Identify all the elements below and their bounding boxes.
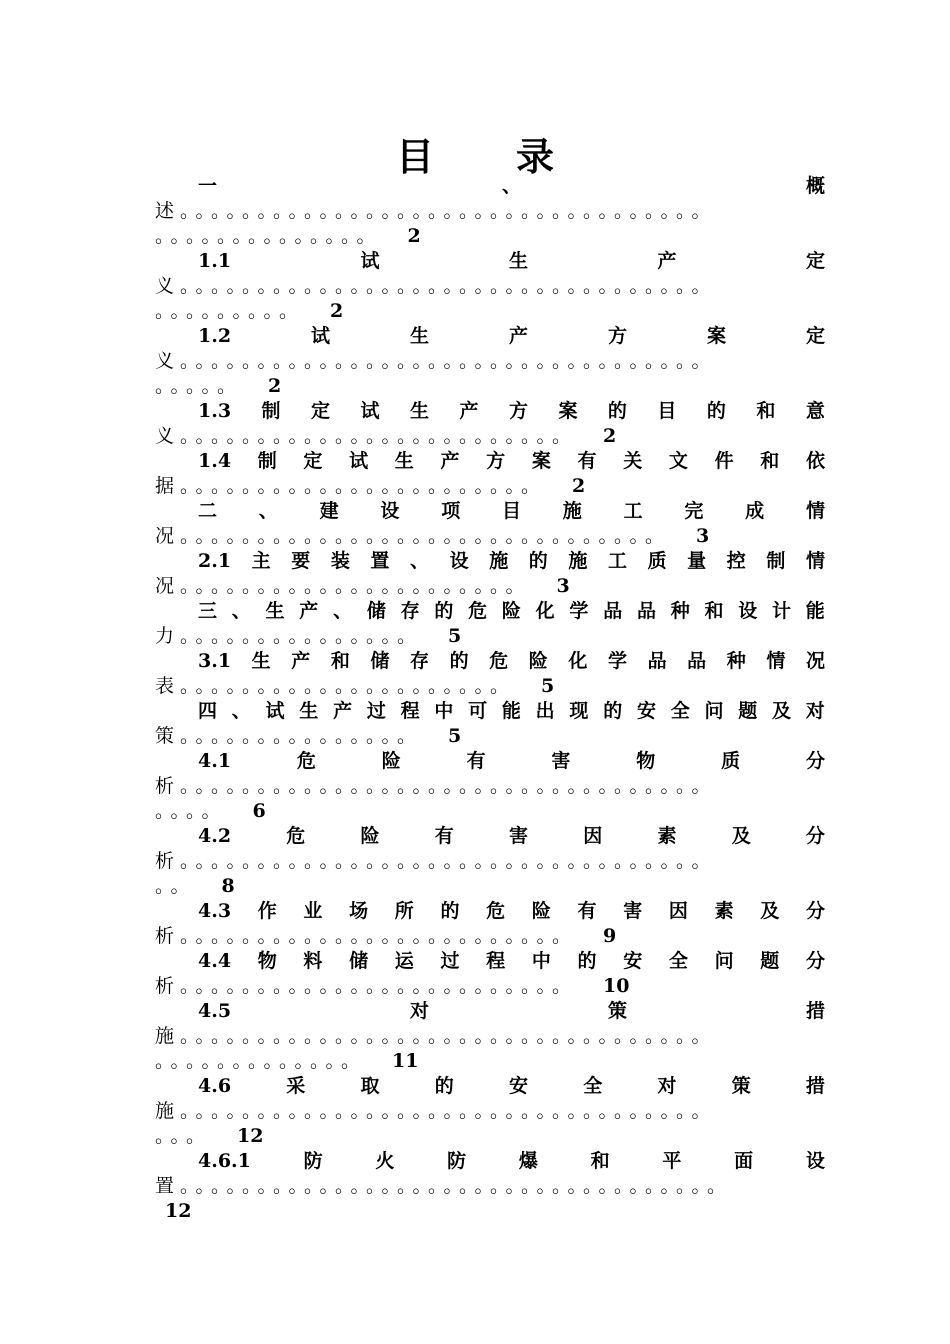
dot-leader: 。。 <box>155 875 196 897</box>
toc-entry-char: 的 <box>449 650 469 672</box>
toc-entry-leader <box>155 1174 825 1199</box>
toc-entry[interactable] <box>155 174 825 249</box>
toc-entry-char: 险 <box>360 825 380 847</box>
toc-entry-char: 物 <box>636 750 656 772</box>
toc-entry-char: 的 <box>607 400 627 422</box>
toc-entry-heading <box>155 999 825 1024</box>
toc-entry-char: 试 <box>311 325 331 347</box>
toc-entry-char: 件 <box>714 450 734 472</box>
toc-entry-char: 要 <box>291 550 311 572</box>
toc-entry-char: 的 <box>706 400 726 422</box>
toc-entry-char: 定 <box>805 325 825 347</box>
toc-entry-number: 2.1 <box>198 550 232 572</box>
toc-entry-char: 平 <box>662 1150 682 1172</box>
toc-entry-number: 1.2 <box>198 325 232 347</box>
toc-entry-char: 、 <box>231 700 251 722</box>
toc-entry-char: 储 <box>370 650 390 672</box>
toc-entry-char: 产 <box>657 250 677 272</box>
toc-entry-char: 危 <box>296 750 316 772</box>
toc-entry-number: 四 <box>198 700 218 722</box>
toc-entry-char: 场 <box>349 900 369 922</box>
toc-entry-char: 料 <box>303 950 323 972</box>
toc-entry-char: 项 <box>441 500 461 522</box>
toc-entry-char: 的 <box>434 1075 454 1097</box>
toc-entry-leader <box>155 1099 825 1124</box>
toc-entry-char: 、 <box>410 550 430 572</box>
toc-entry-char: 和 <box>590 1150 610 1172</box>
toc-entry-leader <box>155 474 825 499</box>
toc-entry-char: 化 <box>535 600 555 622</box>
dot-leader: 。。。。。。。。。。。。。。 <box>155 225 382 247</box>
toc-entry-char: 全 <box>670 700 690 722</box>
toc-entry-char: 化 <box>568 650 588 672</box>
toc-entry-char: 目 <box>657 400 677 422</box>
toc-entry-number: 4.1 <box>198 750 232 772</box>
toc-entry-heading <box>155 549 825 574</box>
toc-page-number[interactable]: 10 <box>603 975 630 997</box>
toc-entry-heading <box>155 1074 825 1099</box>
toc-entry[interactable] <box>155 949 825 999</box>
toc-entry-char: 情 <box>805 550 825 572</box>
toc-entry-char: 运 <box>394 950 414 972</box>
toc-entry-char: 试 <box>349 450 369 472</box>
dot-leader: 析。。。。。。。。。。。。。。。。。。。。。。。。。。。。。。。。。。 <box>155 850 717 872</box>
toc-entry[interactable] <box>155 499 825 549</box>
toc-entry-char: 制 <box>261 400 281 422</box>
toc-entry-number: 1.3 <box>198 400 232 422</box>
toc-entry-char: 定 <box>805 250 825 272</box>
toc-entry-char: 学 <box>607 650 627 672</box>
dot-leader: 义。。。。。。。。。。。。。。。。。。。。。。。。。 <box>155 425 578 447</box>
table-of-contents <box>155 174 825 1224</box>
toc-entry-char: 安 <box>508 1075 528 1097</box>
toc-entry[interactable] <box>155 249 825 324</box>
toc-entry-number: 3.1 <box>198 650 232 672</box>
dot-leader: 况。。。。。。。。。。。。。。。。。。。。。。。。。。。。。。。 <box>155 525 671 547</box>
toc-entry-char: 施 <box>568 550 588 572</box>
toc-page-number[interactable]: 12 <box>237 1125 264 1147</box>
toc-entry-char: 成 <box>745 500 765 522</box>
toc-entry-char: 设 <box>805 1150 825 1172</box>
toc-entry-char: 措 <box>805 1075 825 1097</box>
toc-entry-char: 品 <box>647 650 667 672</box>
toc-entry-char: 的 <box>603 700 623 722</box>
toc-entry-number: 一 <box>198 175 218 197</box>
toc-entry-leader <box>155 924 825 949</box>
dot-leader: 施。。。。。。。。。。。。。。。。。。。。。。。。。。。。。。。。。。 <box>155 1100 717 1122</box>
toc-entry-heading <box>155 949 825 974</box>
toc-entry-char: 品 <box>636 600 656 622</box>
toc-page-number[interactable]: 8 <box>221 875 235 897</box>
toc-entry-char: 、 <box>501 175 521 197</box>
toc-entry-char: 、 <box>333 600 353 622</box>
toc-entry-leader <box>155 349 825 374</box>
toc-entry-char: 有 <box>466 750 486 772</box>
toc-entry-number: 4.3 <box>198 900 232 922</box>
toc-entry-leader <box>155 574 825 599</box>
toc-entry-heading <box>155 174 825 199</box>
toc-entry-char: 方 <box>607 325 627 347</box>
toc-entry-char: 险 <box>381 750 401 772</box>
dot-leader: 析。。。。。。。。。。。。。。。。。。。。。。。。。 <box>155 975 578 997</box>
toc-entry-char: 素 <box>657 825 677 847</box>
toc-page-number[interactable]: 9 <box>603 925 617 947</box>
toc-entry-char: 装 <box>330 550 350 572</box>
dot-leader: 。。。。。。。。。。。。。 <box>155 1050 367 1072</box>
toc-entry-leader-continued <box>155 224 825 249</box>
toc-entry-char: 案 <box>706 325 726 347</box>
toc-entry-char: 过 <box>440 950 460 972</box>
toc-entry-char: 中 <box>434 700 454 722</box>
toc-entry-char: 防 <box>303 1150 323 1172</box>
toc-entry-char: 情 <box>766 650 786 672</box>
toc-page-number[interactable]: 5 <box>541 675 555 697</box>
toc-entry-char: 方 <box>508 400 528 422</box>
toc-entry-char: 害 <box>508 825 528 847</box>
dot-leader: 义。。。。。。。。。。。。。。。。。。。。。。。。。。。。。。。。。。 <box>155 350 717 372</box>
toc-entry[interactable] <box>155 449 825 499</box>
toc-entry-char: 工 <box>607 550 627 572</box>
toc-page-number[interactable]: 2 <box>330 300 344 322</box>
toc-entry-char: 主 <box>251 550 271 572</box>
toc-entry-char: 目 <box>501 500 521 522</box>
toc-entry-char: 安 <box>623 950 643 972</box>
toc-entry-heading <box>155 599 825 624</box>
toc-entry-char: 爆 <box>518 1150 538 1172</box>
toc-entry-leader <box>155 199 825 224</box>
toc-entry-char: 生 <box>265 600 285 622</box>
dot-leader: 析。。。。。。。。。。。。。。。。。。。。。。。。。。。。。。。。。。 <box>155 775 717 797</box>
toc-entry-char: 素 <box>714 900 734 922</box>
toc-entry-char: 生 <box>409 400 429 422</box>
toc-entry-char: 危 <box>286 825 306 847</box>
toc-entry-heading <box>155 649 825 674</box>
toc-entry-char: 生 <box>410 325 430 347</box>
toc-entry-heading <box>155 399 825 424</box>
toc-entry-heading <box>155 324 825 349</box>
toc-entry-char: 物 <box>257 950 277 972</box>
toc-entry[interactable] <box>155 899 825 949</box>
toc-entry[interactable] <box>155 824 825 899</box>
toc-entry-number: 1.1 <box>198 250 232 272</box>
toc-entry-char: 意 <box>805 400 825 422</box>
toc-entry-number: 4.5 <box>198 1000 232 1022</box>
toc-entry-char: 生 <box>509 250 529 272</box>
toc-entry-char: 存 <box>410 650 430 672</box>
toc-entry-char: 案 <box>531 450 551 472</box>
dot-leader: 义。。。。。。。。。。。。。。。。。。。。。。。。。。。。。。。。。。 <box>155 275 717 297</box>
toc-entry-char: 依 <box>805 450 825 472</box>
toc-entry-char: 中 <box>531 950 551 972</box>
toc-entry-leader-continued <box>155 299 825 324</box>
toc-entry-char: 措 <box>805 1000 825 1022</box>
toc-entry-heading <box>155 1149 825 1174</box>
toc-entry-char: 对 <box>657 1075 677 1097</box>
toc-entry-char: 置 <box>370 550 390 572</box>
toc-entry-number: 4.2 <box>198 825 232 847</box>
toc-entry-char: 及 <box>731 825 751 847</box>
toc-entry-char: 制 <box>257 450 277 472</box>
toc-entry-leader <box>155 674 825 699</box>
toc-entry-leader <box>155 774 825 799</box>
toc-entry-char: 设 <box>449 550 469 572</box>
toc-entry-char: 和 <box>760 450 780 472</box>
toc-entry-char: 的 <box>528 550 548 572</box>
toc-entry-char: 题 <box>738 700 758 722</box>
toc-entry-char: 储 <box>349 950 369 972</box>
dot-leader: 据。。。。。。。。。。。。。。。。。。。。。。。 <box>155 475 547 497</box>
toc-entry-char: 控 <box>726 550 746 572</box>
toc-entry[interactable] <box>155 599 825 649</box>
dot-leader: 置。。。。。。。。。。。。。。。。。。。。。。。。。。。。。。。。。。。 <box>155 1175 733 1197</box>
dot-leader: 。。。。。。。。。 <box>155 300 305 322</box>
toc-entry-char: 质 <box>721 750 741 772</box>
toc-entry-char: 品 <box>687 650 707 672</box>
toc-entry-char: 文 <box>668 450 688 472</box>
toc-entry-char: 产 <box>333 700 353 722</box>
toc-entry-char: 害 <box>551 750 571 772</box>
toc-entry-char: 设 <box>738 600 758 622</box>
toc-entry-char: 产 <box>440 450 460 472</box>
dot-leader: 况。。。。。。。。。。。。。。。。。。。。。。 <box>155 575 531 597</box>
toc-entry-char: 有 <box>577 450 597 472</box>
toc-page-number[interactable]: 2 <box>603 425 617 447</box>
toc-page-number[interactable]: 5 <box>448 625 462 647</box>
toc-page-number[interactable]: 6 <box>252 800 266 822</box>
toc-entry-char: 施 <box>489 550 509 572</box>
toc-entry-char: 能 <box>501 700 521 722</box>
toc-entry-char: 出 <box>535 700 555 722</box>
toc-entry-char: 险 <box>501 600 521 622</box>
toc-entry-char: 建 <box>319 500 339 522</box>
toc-entry[interactable] <box>155 1074 825 1149</box>
toc-entry-char: 试 <box>360 400 380 422</box>
toc-entry-char: 安 <box>636 700 656 722</box>
toc-entry-char: 有 <box>577 900 597 922</box>
dot-leader: 策。。。。。。。。。。。。。。。 <box>155 725 423 747</box>
dot-leader: 。。。。 <box>155 800 227 822</box>
toc-page-number[interactable]: 2 <box>407 225 421 247</box>
toc-entry-char: 况 <box>805 650 825 672</box>
toc-entry-leader <box>155 1024 825 1049</box>
toc-entry-leader <box>155 974 825 999</box>
toc-entry-char: 储 <box>366 600 386 622</box>
dot-leader: 施。。。。。。。。。。。。。。。。。。。。。。。。。。。。。。。。。。 <box>155 1025 717 1047</box>
toc-entry-char: 产 <box>459 400 479 422</box>
toc-entry[interactable] <box>155 999 825 1074</box>
toc-entry-heading <box>155 499 825 524</box>
dot-leader: 表。。。。。。。。。。。。。。。。。。。。。 <box>155 675 516 697</box>
toc-entry-char: 产 <box>509 325 529 347</box>
toc-entry-char: 防 <box>447 1150 467 1172</box>
toc-entry-leader-continued <box>155 1049 825 1074</box>
toc-entry[interactable] <box>155 399 825 449</box>
toc-entry[interactable] <box>155 699 825 749</box>
toc-entry-number: 二 <box>198 500 218 522</box>
toc-entry[interactable] <box>155 549 825 599</box>
toc-entry-char: 设 <box>380 500 400 522</box>
toc-entry-char: 生 <box>394 450 414 472</box>
toc-entry-char: 质 <box>647 550 667 572</box>
toc-entry-char: 生 <box>299 700 319 722</box>
toc-entry-char: 害 <box>623 900 643 922</box>
dot-leader: 述。。。。。。。。。。。。。。。。。。。。。。。。。。。。。。。。。。 <box>155 200 717 222</box>
toc-entry-heading <box>155 899 825 924</box>
toc-entry-leader <box>155 424 825 449</box>
toc-entry-char: 采 <box>286 1075 306 1097</box>
toc-entry-char: 火 <box>375 1150 395 1172</box>
dot-leader: 析。。。。。。。。。。。。。。。。。。。。。。。。。 <box>155 925 578 947</box>
toc-entry-char: 制 <box>766 550 786 572</box>
toc-entry-char: 问 <box>704 700 724 722</box>
toc-entry-heading <box>155 449 825 474</box>
toc-entry-char: 关 <box>623 450 643 472</box>
toc-entry-char: 险 <box>528 650 548 672</box>
toc-entry-char: 产 <box>299 600 319 622</box>
toc-entry-char: 概 <box>805 175 825 197</box>
dot-leader: 力。。。。。。。。。。。。。。。 <box>155 625 423 647</box>
toc-entry[interactable] <box>155 649 825 699</box>
toc-entry-char: 试 <box>360 250 380 272</box>
toc-entry-char: 策 <box>607 1000 627 1022</box>
toc-entry-number: 三 <box>198 600 218 622</box>
toc-entry-leader-continued <box>155 1124 825 1149</box>
dot-leader: 。。。 <box>155 1125 212 1147</box>
toc-page-number[interactable]: 11 <box>392 1050 419 1072</box>
toc-entry-leader <box>155 849 825 874</box>
toc-entry-char: 有 <box>434 825 454 847</box>
toc-entry-leader-continued <box>155 1199 825 1224</box>
toc-entry-char: 完 <box>684 500 704 522</box>
toc-entry-char: 案 <box>558 400 578 422</box>
toc-entry-leader <box>155 524 825 549</box>
toc-entry-heading <box>155 699 825 724</box>
toc-entry-leader-continued <box>155 874 825 899</box>
toc-entry-char: 和 <box>330 650 350 672</box>
toc-entry-char: 对 <box>410 1000 430 1022</box>
toc-entry-char: 的 <box>434 600 454 622</box>
toc-entry-char: 、 <box>258 500 278 522</box>
toc-entry[interactable] <box>155 749 825 824</box>
toc-entry-leader <box>155 624 825 649</box>
toc-entry-char: 计 <box>772 600 792 622</box>
toc-entry-char: 存 <box>400 600 420 622</box>
toc-page-number[interactable]: 5 <box>448 725 462 747</box>
toc-entry-char: 施 <box>562 500 582 522</box>
dot-leader: 。。。。。 <box>155 375 243 397</box>
toc-entry-char: 和 <box>756 400 776 422</box>
toc-page-number[interactable]: 3 <box>696 525 710 547</box>
toc-entry-char: 分 <box>805 950 825 972</box>
toc-entry-char: 策 <box>731 1075 751 1097</box>
toc-entry-char: 量 <box>687 550 707 572</box>
toc-entry-char: 试 <box>265 700 285 722</box>
toc-page-number[interactable]: 2 <box>268 375 282 397</box>
toc-entry-char: 定 <box>311 400 331 422</box>
toc-entry-char: 因 <box>668 900 688 922</box>
toc-entry-char: 的 <box>440 900 460 922</box>
toc-entry-char: 生 <box>251 650 271 672</box>
toc-page-number[interactable]: 12 <box>165 1200 192 1222</box>
toc-entry-number: 4.4 <box>198 950 232 972</box>
toc-entry-char: 种 <box>726 650 746 672</box>
toc-entry-char: 及 <box>772 700 792 722</box>
toc-entry-char: 全 <box>583 1075 603 1097</box>
toc-entry-char: 、 <box>231 600 251 622</box>
toc-entry-number: 4.6 <box>198 1075 232 1097</box>
toc-entry-char: 学 <box>569 600 589 622</box>
toc-entry-char: 和 <box>704 600 724 622</box>
toc-entry-char: 作 <box>257 900 277 922</box>
toc-entry-char: 危 <box>468 600 488 622</box>
toc-entry-char: 种 <box>670 600 690 622</box>
toc-entry-char: 分 <box>805 900 825 922</box>
toc-entry-number: 1.4 <box>198 450 232 472</box>
toc-entry-char: 险 <box>531 900 551 922</box>
toc-entry-number: 4.6.1 <box>198 1150 251 1172</box>
toc-entry-leader <box>155 274 825 299</box>
toc-page-number[interactable]: 2 <box>572 475 586 497</box>
toc-entry-char: 分 <box>805 825 825 847</box>
toc-entry-char: 危 <box>489 650 509 672</box>
toc-entry-heading <box>155 749 825 774</box>
toc-entry-char: 对 <box>805 700 825 722</box>
toc-entry[interactable] <box>155 1149 825 1224</box>
toc-page-number[interactable]: 3 <box>556 575 570 597</box>
toc-entry-char: 问 <box>714 950 734 972</box>
toc-entry-char: 可 <box>468 700 488 722</box>
toc-entry-char: 取 <box>360 1075 380 1097</box>
toc-entry-char: 情 <box>805 500 825 522</box>
toc-entry-char: 程 <box>400 700 420 722</box>
toc-entry-char: 方 <box>486 450 506 472</box>
toc-entry-leader-continued <box>155 799 825 824</box>
toc-entry-char: 全 <box>668 950 688 972</box>
toc-entry-char: 题 <box>760 950 780 972</box>
toc-entry-char: 因 <box>583 825 603 847</box>
toc-entry-char: 面 <box>734 1150 754 1172</box>
toc-entry-char: 品 <box>603 600 623 622</box>
toc-title: 目 录 <box>395 134 576 179</box>
toc-entry-heading <box>155 249 825 274</box>
toc-entry-leader <box>155 724 825 749</box>
toc-entry-char: 产 <box>291 650 311 672</box>
toc-entry-char: 定 <box>303 450 323 472</box>
toc-entry[interactable] <box>155 324 825 399</box>
toc-entry-char: 危 <box>486 900 506 922</box>
toc-entry-char: 的 <box>577 950 597 972</box>
toc-entry-char: 业 <box>303 900 323 922</box>
toc-entry-char: 工 <box>623 500 643 522</box>
toc-entry-char: 能 <box>805 600 825 622</box>
toc-entry-char: 过 <box>366 700 386 722</box>
toc-entry-heading <box>155 824 825 849</box>
toc-entry-char: 及 <box>760 900 780 922</box>
toc-entry-char: 现 <box>569 700 589 722</box>
toc-entry-char: 所 <box>394 900 414 922</box>
toc-entry-leader-continued <box>155 374 825 399</box>
toc-entry-char: 程 <box>486 950 506 972</box>
toc-entry-char: 分 <box>805 750 825 772</box>
